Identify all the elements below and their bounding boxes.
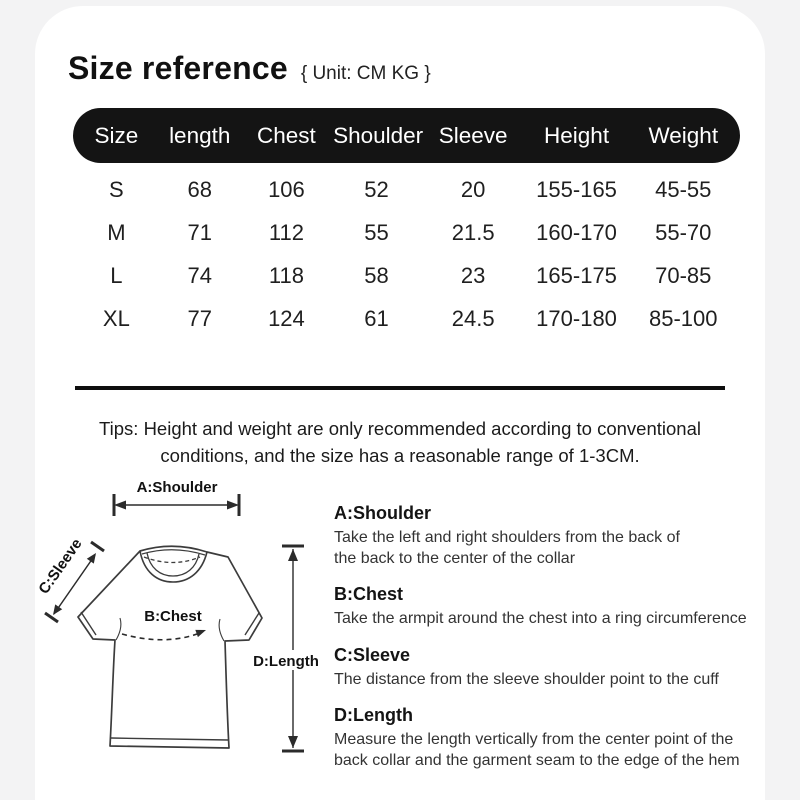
legend-item-length [334, 705, 765, 771]
cell-height: 165-175 [536, 262, 617, 288]
cell-length: 77 [187, 305, 212, 331]
page-title: Size reference [68, 50, 288, 86]
cell-weight: 55-70 [655, 219, 712, 245]
legend-desc-line: Take the armpit around the chest into a ring circumference [334, 610, 747, 627]
cell-chest: 124 [268, 305, 305, 331]
length-arrow-label: D:Length [253, 653, 319, 670]
legend-term: C:Sleeve [334, 644, 411, 665]
cell-height: 160-170 [536, 219, 617, 245]
measurement-diagram [35, 457, 765, 787]
tshirt-measurement-illustration [30, 457, 340, 787]
unit-note: { Unit: CM KG } [300, 63, 431, 84]
legend-term: D:Length [334, 705, 413, 725]
cell-weight: 45-55 [655, 176, 712, 202]
tips-line-1: Tips: Height and weight are only recommended according to conventional [99, 418, 701, 439]
header-size: Size [94, 122, 139, 148]
cell-size: XL [102, 305, 130, 331]
cell-shoulder: 61 [364, 305, 389, 331]
shoulder-arrowhead-right [227, 501, 239, 510]
sleeve-arrowhead-top [87, 553, 96, 564]
legend-item-sleeve [334, 645, 765, 691]
cell-sleeve: 21.5 [451, 219, 495, 245]
tips-line-2: conditions, and the size has a reasonable range of 1-3CM. [160, 445, 640, 466]
sleeve-arrowhead-bottom [53, 604, 62, 615]
header-height: Height [544, 122, 610, 148]
table-row-s [73, 168, 740, 211]
legend-desc-line: Measure the length vertically from the center point of the [334, 731, 734, 748]
header-shoulder: Shoulder [333, 122, 424, 148]
header-length: length [169, 122, 231, 148]
cell-length: 74 [187, 262, 212, 288]
table-row-l [73, 254, 740, 297]
cell-size: S [109, 176, 124, 202]
title-row [35, 6, 765, 87]
legend-desc-line: The distance from the sleeve shoulder point to the cuff [334, 670, 719, 688]
legend-term: B:Chest [334, 584, 404, 604]
size-card [35, 6, 765, 800]
cell-size: M [107, 219, 126, 245]
header-sleeve: Sleeve [438, 122, 508, 148]
cell-sleeve: 23 [460, 262, 486, 288]
sleeve-arrow-tick-top [91, 542, 104, 551]
table-row-xl [73, 297, 740, 340]
measurement-legend [334, 457, 765, 787]
cell-sleeve: 20 [460, 176, 486, 202]
header-chest: Chest [257, 122, 316, 148]
cell-chest: 106 [268, 176, 305, 202]
cell-size: L [110, 262, 123, 288]
header-weight: Weight [648, 122, 719, 148]
shoulder-arrow-label: A:Shoulder [136, 479, 218, 496]
cell-length: 71 [187, 219, 212, 245]
cell-chest: 118 [268, 262, 304, 288]
cell-weight: 70-85 [655, 262, 712, 288]
cell-shoulder: 52 [364, 176, 389, 202]
cell-shoulder: 58 [364, 262, 389, 288]
chest-arrow-label: B:Chest [144, 608, 202, 625]
cell-sleeve: 24.5 [451, 305, 495, 331]
legend-desc-line: Take the left and right shoulders from the back of [334, 529, 680, 546]
cell-height: 170-180 [536, 305, 617, 331]
sleeve-arrow-label: C:Sleeve [35, 535, 86, 598]
sleeve-arrow-tick-bottom [45, 613, 58, 622]
legend-item-shoulder [334, 503, 765, 569]
cell-shoulder: 55 [364, 219, 389, 245]
cell-length: 68 [187, 176, 212, 202]
legend-item-chest [334, 584, 765, 630]
size-table-header [73, 108, 740, 163]
length-arrowhead-top [288, 549, 298, 561]
cell-height: 155-165 [536, 176, 617, 202]
length-arrowhead-bottom [288, 736, 298, 748]
legend-term: A:Shoulder [334, 503, 431, 523]
shoulder-arrowhead-left [114, 501, 126, 510]
cell-chest: 112 [268, 219, 304, 245]
size-table-body [35, 168, 765, 340]
cell-weight: 85-100 [649, 305, 718, 331]
legend-desc-line: back collar and the garment seam to the edge of the hem [334, 751, 740, 769]
table-row-m [73, 211, 740, 254]
legend-desc-line: the back to the center of the collar [334, 549, 576, 567]
section-divider [75, 386, 725, 390]
